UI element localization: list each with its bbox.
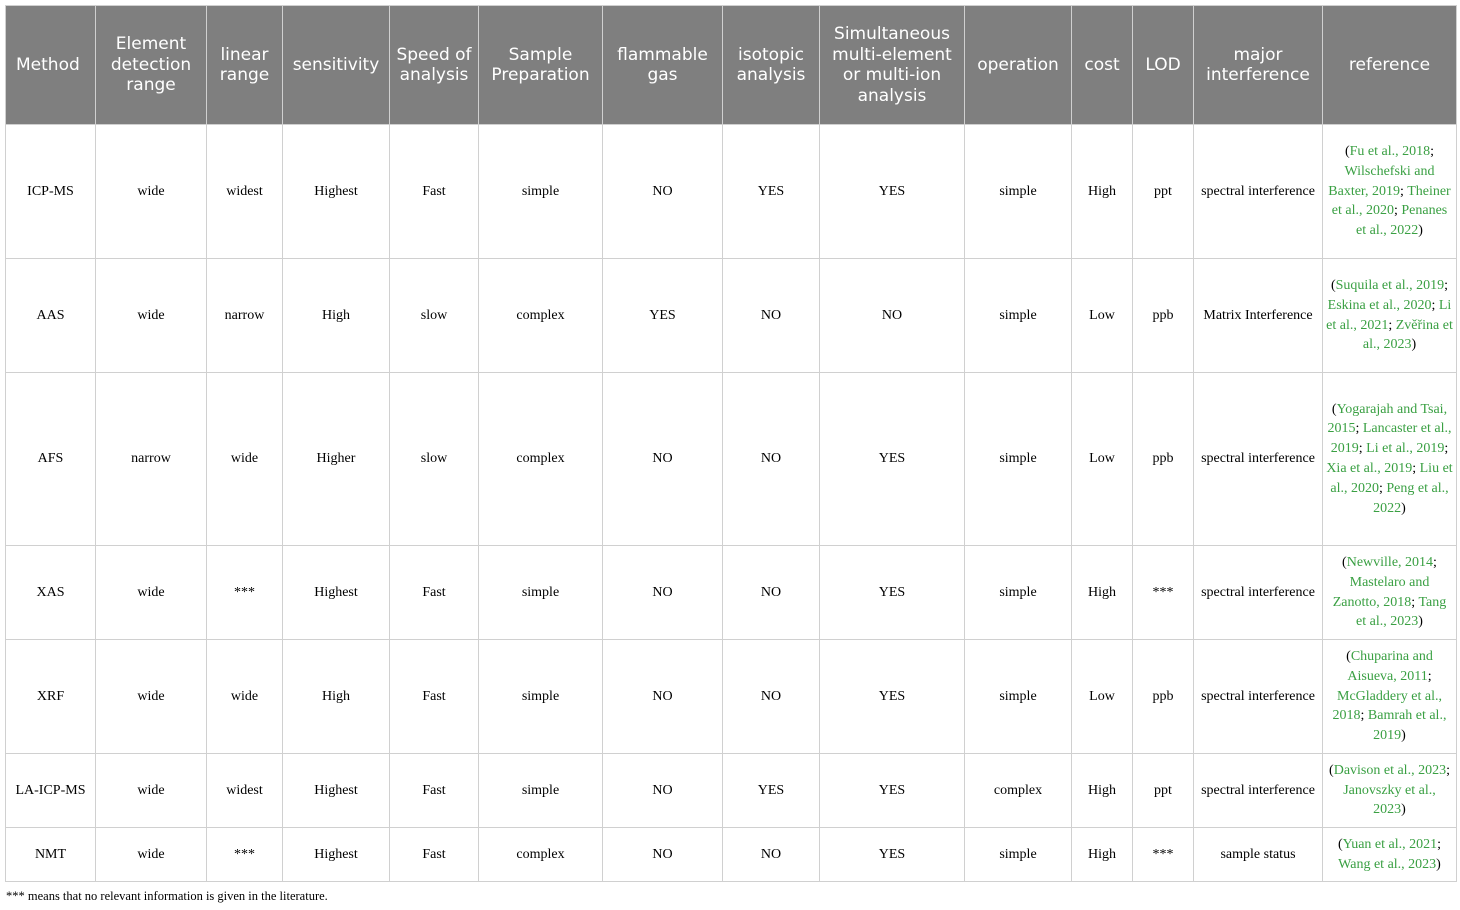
cell-sensitivity: High <box>283 640 390 754</box>
header-simultaneous-analysis: Simultaneous multi-element or multi-ion analysis <box>820 6 965 125</box>
cell-sample-preparation: complex <box>479 828 603 882</box>
cell-reference: (Yogarajah and Tsai, 2015; Lancaster et al., 2019; Li et al., 2019; Xia et al., 2019; Liu et al., 2020; Peng et al., 2022) <box>1323 373 1457 546</box>
cell-cost: High <box>1072 828 1133 882</box>
table-row <box>6 125 1457 259</box>
cell-flammable-gas: YES <box>603 259 723 373</box>
cell-major-interference: spectral interference <box>1194 754 1323 828</box>
cell-lod: ppb <box>1133 259 1194 373</box>
cell-sample-preparation: simple <box>479 546 603 640</box>
cell-flammable-gas: NO <box>603 546 723 640</box>
reference-link[interactable]: McGladdery et al., 2018 <box>1332 688 1442 724</box>
cell-isotopic-analysis: NO <box>723 640 820 754</box>
cell-major-interference: spectral interference <box>1194 546 1323 640</box>
table-body <box>6 125 1457 882</box>
reference-link[interactable]: Mastelaro and Zanotto, 2018 <box>1332 574 1430 610</box>
header-lod: LOD <box>1133 6 1194 125</box>
table-row <box>6 373 1457 546</box>
header-operation: operation <box>965 6 1072 125</box>
reference-link[interactable]: Liu et al., 2020 <box>1330 461 1453 496</box>
cell-sample-preparation: complex <box>479 259 603 373</box>
cell-isotopic-analysis: NO <box>723 259 820 373</box>
header-flammable-gas: flammable gas <box>603 6 723 125</box>
reference-link[interactable]: Yogarajah and Tsai, 2015 <box>1327 401 1448 437</box>
header-major-interference: major interference <box>1194 6 1323 125</box>
table-row <box>6 546 1457 640</box>
cell-major-interference: spectral interference <box>1194 640 1323 754</box>
cell-method: NMT <box>6 828 96 882</box>
table-row <box>6 754 1457 828</box>
cell-flammable-gas: NO <box>603 754 723 828</box>
cell-operation: simple <box>965 546 1072 640</box>
cell-operation: complex <box>965 754 1072 828</box>
header-sensitivity: sensitivity <box>283 6 390 125</box>
cell-sensitivity: Highest <box>283 754 390 828</box>
cell-lod: ppt <box>1133 754 1194 828</box>
cell-speed: slow <box>390 259 479 373</box>
cell-lod: *** <box>1133 828 1194 882</box>
cell-isotopic-analysis: YES <box>723 754 820 828</box>
cell-major-interference: sample status <box>1194 828 1323 882</box>
cell-flammable-gas: NO <box>603 125 723 259</box>
cell-linear-range: wide <box>207 373 283 546</box>
cell-simultaneous-analysis: YES <box>820 546 965 640</box>
header-sample-preparation: Sample Preparation <box>479 6 603 125</box>
reference-link[interactable]: Penanes et al., 2022 <box>1356 203 1448 239</box>
cell-lod: ppt <box>1133 125 1194 259</box>
cell-lod: ppb <box>1133 640 1194 754</box>
header-speed-of-analysis: Speed of analysis <box>390 6 479 125</box>
cell-speed: Fast <box>390 546 479 640</box>
cell-sample-preparation: simple <box>479 754 603 828</box>
cell-simultaneous-analysis: NO <box>820 259 965 373</box>
cell-sensitivity: High <box>283 259 390 373</box>
cell-sensitivity: Highest <box>283 546 390 640</box>
cell-reference: (Davison et al., 2023; Janovszky et al., 2023) <box>1323 754 1457 828</box>
reference-link[interactable]: Yuan et al., 2021 <box>1342 836 1438 852</box>
header-cost: cost <box>1072 6 1133 125</box>
reference-link[interactable]: Lancaster et al., 2019 <box>1330 421 1452 457</box>
reference-link[interactable]: Bamrah et al., 2019 <box>1367 708 1447 744</box>
header-reference: reference <box>1323 6 1457 125</box>
cell-isotopic-analysis: NO <box>723 828 820 882</box>
cell-sensitivity: Higher <box>283 373 390 546</box>
cell-cost: High <box>1072 754 1133 828</box>
cell-reference: (Yuan et al., 2021; Wang et al., 2023) <box>1323 828 1457 882</box>
reference-link[interactable]: Eskina et al., 2020 <box>1327 297 1432 313</box>
cell-operation: simple <box>965 259 1072 373</box>
cell-simultaneous-analysis: YES <box>820 373 965 546</box>
cell-reference: (Newville, 2014; Mastelaro and Zanotto, 2018; Tang et al., 2023) <box>1323 546 1457 640</box>
reference-link[interactable]: Wang et al., 2023 <box>1338 856 1437 872</box>
cell-sensitivity: Highest <box>283 125 390 259</box>
cell-sensitivity: Highest <box>283 828 390 882</box>
cell-method: XAS <box>6 546 96 640</box>
cell-operation: simple <box>965 828 1072 882</box>
cell-isotopic-analysis: NO <box>723 546 820 640</box>
reference-link[interactable]: Davison et al., 2023 <box>1333 762 1447 778</box>
reference-link[interactable]: Li et al., 2019 <box>1366 441 1445 457</box>
cell-lod: *** <box>1133 546 1194 640</box>
cell-cost: Low <box>1072 259 1133 373</box>
cell-isotopic-analysis: YES <box>723 125 820 259</box>
cell-linear-range: *** <box>207 828 283 882</box>
comparison-table <box>5 5 1457 882</box>
cell-reference: (Fu et al., 2018; Wilschefski and Baxter, 2019; Theiner et al., 2020; Penanes et al., 2022) <box>1323 125 1457 259</box>
cell-reference: (Suquila et al., 2019; Eskina et al., 2020; Li et al., 2021; Zvěřina et al., 2023) <box>1323 259 1457 373</box>
table-row <box>6 640 1457 754</box>
cell-method: AFS <box>6 373 96 546</box>
cell-sample-preparation: complex <box>479 373 603 546</box>
reference-link[interactable]: Janovszky et al., 2023 <box>1343 782 1436 818</box>
cell-major-interference: spectral interference <box>1194 125 1323 259</box>
header-method: Method <box>6 6 96 125</box>
cell-operation: simple <box>965 640 1072 754</box>
reference-link[interactable]: Tang et al., 2023 <box>1356 594 1447 630</box>
cell-cost: High <box>1072 125 1133 259</box>
cell-simultaneous-analysis: YES <box>820 640 965 754</box>
cell-linear-range: wide <box>207 640 283 754</box>
cell-flammable-gas: NO <box>603 828 723 882</box>
cell-element-detection-range: wide <box>96 546 207 640</box>
cell-simultaneous-analysis: YES <box>820 828 965 882</box>
reference-link[interactable]: Wilschefski and Baxter, 2019 <box>1328 163 1435 199</box>
cell-major-interference: Matrix Interference <box>1194 259 1323 373</box>
cell-element-detection-range: wide <box>96 640 207 754</box>
cell-speed: slow <box>390 373 479 546</box>
cell-operation: simple <box>965 373 1072 546</box>
cell-method: AAS <box>6 259 96 373</box>
cell-speed: Fast <box>390 754 479 828</box>
header-element-detection-range: Element detection range <box>96 6 207 125</box>
table-footnote: *** means that no relevant information is given in the literature. <box>6 889 328 903</box>
reference-link[interactable]: Theiner et al., 2020 <box>1331 183 1451 219</box>
reference-link[interactable]: Peng et al., 2022 <box>1373 480 1449 516</box>
header-linear-range: linear range <box>207 6 283 125</box>
cell-cost: High <box>1072 546 1133 640</box>
reference-link[interactable]: Zvěřina et al., 2023 <box>1362 317 1453 353</box>
header-row <box>6 6 1457 125</box>
reference-link[interactable]: Chuparina and Aisueva, 2011 <box>1347 649 1433 684</box>
cell-cost: Low <box>1072 640 1133 754</box>
cell-linear-range: widest <box>207 754 283 828</box>
cell-element-detection-range: wide <box>96 828 207 882</box>
reference-link[interactable]: Xia et al., 2019 <box>1326 461 1413 476</box>
cell-lod: ppb <box>1133 373 1194 546</box>
cell-speed: Fast <box>390 640 479 754</box>
table-row <box>6 259 1457 373</box>
cell-operation: simple <box>965 125 1072 259</box>
reference-link[interactable]: Fu et al., 2018 <box>1349 144 1431 159</box>
cell-isotopic-analysis: NO <box>723 373 820 546</box>
reference-link[interactable]: Li et al., 2021 <box>1326 297 1452 333</box>
header-isotopic-analysis: isotopic analysis <box>723 6 820 125</box>
cell-major-interference: spectral interference <box>1194 373 1323 546</box>
cell-speed: Fast <box>390 125 479 259</box>
cell-element-detection-range: wide <box>96 259 207 373</box>
table-row <box>6 828 1457 882</box>
cell-sample-preparation: simple <box>479 125 603 259</box>
reference-link[interactable]: Newville, 2014 <box>1346 554 1434 570</box>
cell-linear-range: narrow <box>207 259 283 373</box>
cell-simultaneous-analysis: YES <box>820 754 965 828</box>
cell-simultaneous-analysis: YES <box>820 125 965 259</box>
cell-linear-range: widest <box>207 125 283 259</box>
cell-flammable-gas: NO <box>603 373 723 546</box>
cell-method: XRF <box>6 640 96 754</box>
cell-cost: Low <box>1072 373 1133 546</box>
cell-flammable-gas: NO <box>603 640 723 754</box>
cell-element-detection-range: wide <box>96 754 207 828</box>
cell-method: LA-ICP-MS <box>6 754 96 828</box>
cell-sample-preparation: simple <box>479 640 603 754</box>
cell-element-detection-range: narrow <box>96 373 207 546</box>
cell-method: ICP-MS <box>6 125 96 259</box>
cell-element-detection-range: wide <box>96 125 207 259</box>
reference-link[interactable]: Suquila et al., 2019 <box>1335 277 1445 293</box>
cell-reference: (Chuparina and Aisueva, 2011; McGladdery et al., 2018; Bamrah et al., 2019) <box>1323 640 1457 754</box>
cell-speed: Fast <box>390 828 479 882</box>
cell-linear-range: *** <box>207 546 283 640</box>
